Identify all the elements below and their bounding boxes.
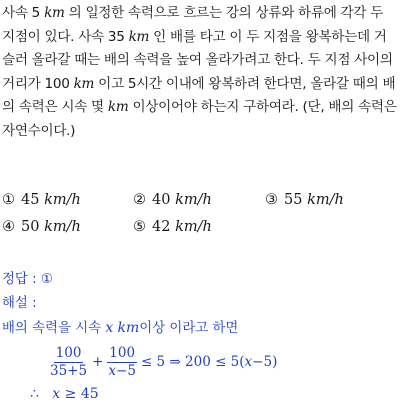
- answer-line: [2, 271, 53, 289]
- variable-x: x: [105, 320, 114, 336]
- choice-3[interactable]: [265, 191, 344, 209]
- therefore-symbol: ∴: [30, 386, 39, 402]
- problem-text-part: 인 배를 타고 이 두 지점을 왕복하는데 거슬러 올라갈 때는 배의 속력을 높여 올라가려고 한다. 두 지점 사이의 거리가 100: [2, 28, 393, 92]
- unit-km: km: [128, 28, 150, 45]
- fraction-numerator: 100: [109, 344, 136, 361]
- unit-km: km: [117, 320, 140, 336]
- fraction-denominator: 35+5: [50, 362, 88, 379]
- choice-unit: km/h: [175, 219, 212, 235]
- plus-sign: +: [92, 354, 104, 370]
- fraction-2: [106, 346, 138, 379]
- fraction-denominator: [106, 363, 138, 379]
- unit-km: km: [44, 5, 65, 21]
- choice-5[interactable]: [133, 218, 212, 236]
- conclusion-line: [30, 385, 99, 403]
- choice-1[interactable]: [2, 191, 81, 209]
- answer-label: 정답 :: [2, 272, 41, 287]
- problem-text-part: 이고 5시간 이내에 왕복하려 한다면, 올라갈 때의 배의 속력은 시속 몇: [2, 75, 396, 116]
- answer-value: ①: [40, 272, 53, 287]
- fraction-1: [48, 346, 89, 379]
- inequality-text: −5): [252, 354, 278, 370]
- choice-4[interactable]: [2, 218, 81, 236]
- choice-unit: km/h: [44, 192, 81, 208]
- unit-km: km: [73, 75, 95, 92]
- variable-x: x: [52, 386, 61, 402]
- inequality-rest: [141, 354, 277, 370]
- choice-value: 50: [21, 219, 40, 235]
- inequality-formula: [48, 345, 280, 379]
- explanation-text: 이상 이라고 하면: [139, 321, 239, 336]
- choice-mark: ④: [2, 219, 15, 235]
- choice-mark: ③: [265, 192, 278, 208]
- choice-2[interactable]: [133, 191, 212, 209]
- choice-mark: ②: [133, 192, 146, 208]
- variable-x: x: [108, 362, 117, 379]
- choice-mark: ①: [2, 192, 15, 208]
- choice-value: 55: [284, 192, 303, 208]
- problem-text-part: 의 일정한 속력으로 흐르는 강의 상류와 하류에 각각 두 지점이 있다. 사속 35: [2, 5, 384, 45]
- explanation-line-1: [2, 319, 238, 338]
- choice-value: 40: [152, 192, 171, 208]
- choice-unit: km/h: [307, 192, 344, 208]
- choice-unit: km/h: [175, 192, 212, 208]
- choice-unit: km/h: [44, 219, 81, 235]
- explanation-label: 해설 :: [2, 296, 37, 311]
- unit-km: km: [107, 99, 129, 116]
- choice-value: 45: [21, 192, 40, 208]
- conclusion-text: ≥ 45: [60, 386, 99, 402]
- choice-mark: ⑤: [133, 219, 146, 235]
- choice-value: 42: [152, 219, 171, 235]
- problem-text-part: 이상이어야 하는지 구하여라. (단, 배의 속력은 자연수이다.): [2, 99, 397, 139]
- denominator-rest: −5: [116, 362, 136, 379]
- inequality-text: ≤ 5 ⇒ 200 ≤ 5(: [140, 354, 245, 370]
- problem-text-part: 사속 5: [2, 5, 45, 21]
- fraction-numerator: 100: [55, 344, 82, 361]
- variable-x: x: [244, 354, 253, 370]
- problem-text: [2, 2, 398, 144]
- explanation-text: 배의 속력을 시속: [2, 321, 106, 336]
